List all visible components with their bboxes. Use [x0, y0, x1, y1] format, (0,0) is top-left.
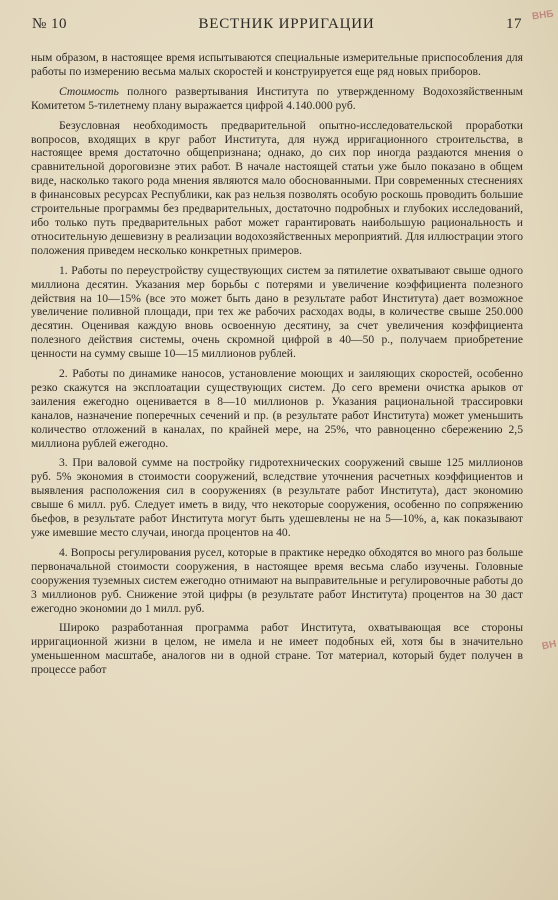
paragraph-text: 3. При валовой сумме на постройку гидротехнических сооружений свыше 125 миллионов руб. 5% экономия в стоимости сооружений, вследствие уточнения расчетных коэффициентов и выявления расположения сил в сооружениях (в результате работ Института), даст экономию свыше 6 милл. руб. Следует иметь в виду, что некоторые сооружения, особенно по сопряжению бьефов, в результате работ Института могут быть удешевлены не на 5—10%, а, как показывают уже имевшие место случаи, иногда процентов на 40. — [31, 456, 523, 539]
library-stamp-top: ВНБ — [531, 8, 555, 23]
paragraph-text: ным образом, в настоящее время испытываются специальные измерительные приспособления для работы по измерению весьма малых скоростей и конструируется еще ряд новых приборов. — [31, 51, 523, 78]
paragraph-text: 1. Работы по переустройству существующих систем за пятилетие охватывают свыше одного миллиона десятин. Указания мер борьбы с потерями и увеличение коэффициента полезного действия на 10—15% (все это может быть дано в результате работ Института) дает возможное увеличение поливной площади, при тех же рабочих расходах воды, в количестве свыше 250.000 десятин. Оценивая каждую вновь освоенную десятину, за счет увеличения коэффициента полезного действия системы, очень скромной цифрой в 40—50 р., получаем приобретение ценности на сумму свыше 10—15 миллионов рублей. — [31, 263, 523, 361]
paragraph-text: 4. Вопросы регулирования русел, которые в практике нередко обходятся во много раз больше первоначальной стоимости сооружения, в настоящее время весьма слабо изучены. Головные сооружения туземных систем ежегодно отнимают на выправительные и регулировочные работы до 3 миллионов руб. Снижение этой цифры (в результате работ Института) процентов на 30 даст ежегодно экономии до 1 милл. руб. — [31, 545, 523, 615]
page-number: 17 — [505, 15, 522, 32]
paragraph-text: 2. Работы по динамике наносов, установление моющих и заиляющих скоростей, особенно резко скажутся на эксплоатации существующих систем. До сего времени очистка арыков от заиления ежегодно оценивается в 8—10 миллионов р. Указания рациональной трассировки каналов, назначение поперечных сечений и пр. (в результате работ Института) может уменьшить количество отложений в каналах, по крайней мере, на 25%, что равноценно сбережению 2,5 миллиона рублей ежегодно. — [31, 367, 523, 450]
article-body — [31, 51, 523, 683]
paragraph-7 — [31, 546, 523, 616]
paragraph-lead-italic: Стоимость — [59, 84, 119, 98]
paragraph-8 — [31, 621, 523, 677]
paragraph-text: Безусловная необходимость предварительной опытно-исследовательской проработки вопросов, входящих в круг работ Института, для нужд ирригационного строительства, в настоящее время достаточно общепризнана; однако, до сих пор иногда раздаются мнения о сравнительной дороговизне этих работ. В начале настоящей статьи уже было показано в общем виде, насколько такого рода мнения являются мало обоснованными. При современных стеснениях в финансовых ресурсах Республики, как раз нельзя позволять особую роскошь проводить большие строительные программы без предварительных, достаточно подробных и глубоких исследований, ибо только путь предварительных работ может гарантировать наибольшую рациональность и относительную дешевизну в реализации водохозяйственных мероприятий. Для иллюстрации этого положения приведем несколько конкретных примеров. — [31, 118, 523, 257]
journal-title: ВЕСТНИК ИРРИГАЦИИ — [198, 15, 375, 32]
paragraph-3 — [31, 119, 523, 258]
paragraph-text: полного развертывания Института по утвержденному Водохозяйственным Комитетом 5-тилетнему плану выражается цифрой 4.140.000 руб. — [31, 84, 523, 112]
issue-number: № 10 — [32, 15, 68, 32]
paragraph-4 — [31, 264, 523, 361]
paragraph-text: Широко разработанная программа работ Института, охватывающая все стороны ирригационной жизни в целом, не имела и не имеет подобных ей, хотя бы в значительно уменьшенном масштабе, аналогов ни в одной стране. Тот материал, который будет получен в процессе работ — [31, 621, 523, 677]
paragraph-1 — [31, 51, 523, 79]
page-header — [32, 12, 522, 36]
paragraph-2 — [31, 85, 523, 113]
library-stamp-side: ВН — [540, 638, 557, 653]
paragraph-5 — [31, 367, 523, 450]
paragraph-6 — [31, 456, 523, 539]
